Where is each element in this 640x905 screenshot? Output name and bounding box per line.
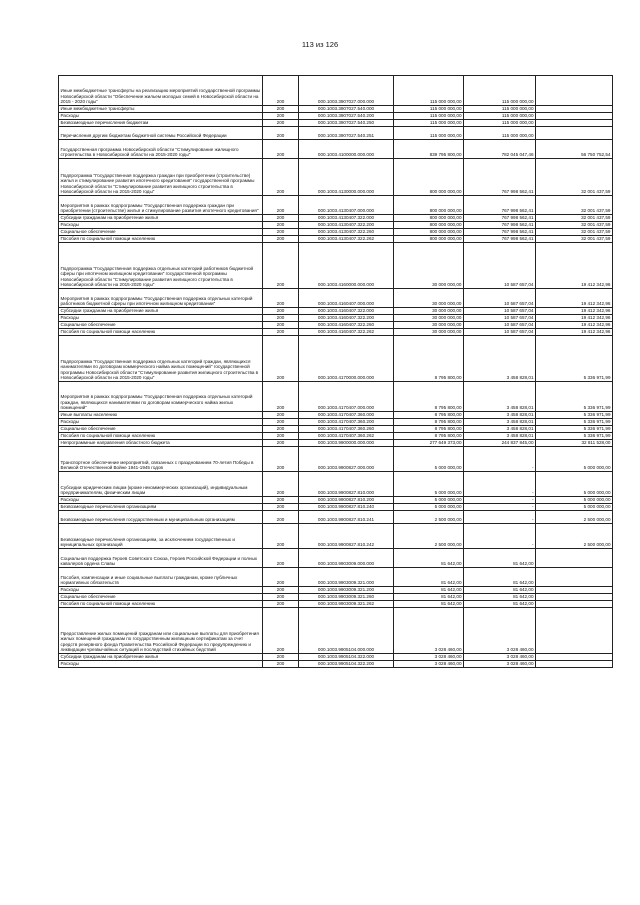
executed-amount: 3 028 460,00 (464, 661, 536, 668)
unexecuted-amount (536, 106, 613, 113)
admin-code: 200 (263, 497, 299, 504)
admin-code: 200 (263, 76, 299, 106)
line-item-name: Субсидии гражданам на приобретение жилья (59, 654, 263, 661)
executed-amount: 81 642,00 (464, 549, 536, 568)
classification-code: 000.1003.4130407.322.200 (299, 222, 394, 229)
admin-code: 200 (263, 568, 299, 587)
classification-code: 000.1003.4170000.000.000 (299, 336, 394, 382)
approved-amount: 3 028 460,00 (394, 654, 464, 661)
table-row (59, 329, 613, 336)
approved-amount: 2 500 000,00 (394, 511, 464, 524)
unexecuted-amount: 2 500 000,00 (536, 511, 613, 524)
line-item-name: Социальное обеспечение (59, 229, 263, 236)
line-item-name: Расходы (59, 661, 263, 668)
line-item-name: Подпрограмма "Государственная поддержка граждан при приобретении (строительстве) жилья и стимулирование развития ипотечного кредитования" государственной программы Новосибирской области "Стимулирование развития жилищного строительства в Новосибирской области на 2015-2020 годы" (59, 159, 263, 196)
executed-amount: 767 998 562,41 (464, 159, 536, 196)
approved-amount: 8 795 800,00 (394, 419, 464, 426)
executed-amount: 115 000 000,00 (464, 76, 536, 106)
table-row (59, 594, 613, 601)
classification-code: 000.1003.9905104.000.000 (299, 608, 394, 654)
unexecuted-amount: 5 000 000,00 (536, 504, 613, 511)
classification-code: 000.1003.9903009.321.200 (299, 587, 394, 594)
classification-code: 000.1003.4170407.360.200 (299, 419, 394, 426)
unexecuted-amount: 56 750 752,54 (536, 140, 613, 159)
table-row (59, 447, 613, 472)
line-item-name: Подпрограмма "Государственная поддержка отдельных категорий работников бюджетной сферы при ипотечном жилищном кредитовании" государственной программы Новосибирской области "Стимулирование развития жилищного строительства в Новосибирской области на 2015-2020 годы" (59, 243, 263, 289)
classification-code: 000.1003.4160407.322.262 (299, 329, 394, 336)
table-row (59, 236, 613, 243)
line-item-name: Безвозмездные перечисления государственным и муниципальным организациям (59, 511, 263, 524)
table-row (59, 76, 613, 106)
table-row (59, 159, 613, 196)
classification-code: 000.1003.3907027.000.000 (299, 76, 394, 106)
executed-amount: 115 000 000,00 (464, 127, 536, 140)
admin-code: 200 (263, 159, 299, 196)
admin-code: 200 (263, 127, 299, 140)
table-row (59, 440, 613, 447)
executed-amount: - (464, 447, 536, 472)
table-row (59, 433, 613, 440)
approved-amount: 81 642,00 (394, 587, 464, 594)
admin-code: 200 (263, 140, 299, 159)
classification-code: 000.1003.4170407.000.000 (299, 382, 394, 412)
executed-amount: 767 998 562,41 (464, 229, 536, 236)
admin-code: 200 (263, 196, 299, 215)
classification-code: 000.1003.9903009.321.260 (299, 594, 394, 601)
unexecuted-amount: 19 412 342,96 (536, 289, 613, 308)
unexecuted-amount (536, 113, 613, 120)
executed-amount: 3 458 828,01 (464, 336, 536, 382)
line-item-name: Мероприятия в рамках подпрограммы "Государственная поддержка отдельных категорий граждан, являющихся нанимателями по договорам коммерческого найма жилых помещений" (59, 382, 263, 412)
admin-code: 200 (263, 120, 299, 127)
classification-code: 000.1003.4160000.000.000 (299, 243, 394, 289)
line-item-name: Пособия по социальной помощи населению (59, 236, 263, 243)
approved-amount: 800 000 000,00 (394, 236, 464, 243)
admin-code: 200 (263, 236, 299, 243)
approved-amount: 30 000 000,00 (394, 308, 464, 315)
unexecuted-amount: 19 412 342,96 (536, 315, 613, 322)
executed-amount: 10 587 657,04 (464, 289, 536, 308)
unexecuted-amount (536, 601, 613, 608)
table-row (59, 382, 613, 412)
executed-amount: 10 587 657,04 (464, 315, 536, 322)
line-item-name: Государственная программа Новосибирской области "Стимулирование жилищного строительства в Новосибирской области на 2015-2020 годы" (59, 140, 263, 159)
executed-amount: 10 587 657,04 (464, 243, 536, 289)
approved-amount: 800 000 000,00 (394, 229, 464, 236)
classification-code: 000.1003.9905104.322.200 (299, 661, 394, 668)
admin-code: 200 (263, 654, 299, 661)
line-item-name: Подпрограмма "Государственная поддержка отдельных категорий граждан, являющихся нанимателями по договорам коммерческого найма жилых помещений" государственной программы Новосибирской области "Стимулирование развития жилищного строительства в Новосибирской области на 2015-2020 годы" (59, 336, 263, 382)
classification-code: 000.1003.3907027.540.200 (299, 113, 394, 120)
table-row (59, 315, 613, 322)
table-row (59, 243, 613, 289)
executed-amount: - (464, 524, 536, 549)
unexecuted-amount: 32 001 437,59 (536, 215, 613, 222)
line-item-name: Мероприятия в рамках подпрограммы "Государственная поддержка граждан при приобретении (строительстве) жилья и стимулирование развития ипотечного кредитования" (59, 196, 263, 215)
unexecuted-amount (536, 549, 613, 568)
line-item-name: Расходы (59, 315, 263, 322)
admin-code: 200 (263, 447, 299, 472)
line-item-name: Безвозмездные перечисления организациям (59, 504, 263, 511)
approved-amount: 30 000 000,00 (394, 322, 464, 329)
classification-code: 000.1003.9900827.810.200 (299, 497, 394, 504)
line-item-name: Предоставление жилых помещений гражданам или социальные выплаты для приобретения жилых помещений гражданам по государственным жилищным сертификатам за счет средств резервного фонда Правительства Российской Федерации по предупреждению и ликвидации чрезвычайных ситуаций и последствий стихийных бедствий (59, 608, 263, 654)
line-item-name: Расходы (59, 222, 263, 229)
table-row (59, 568, 613, 587)
admin-code: 200 (263, 549, 299, 568)
table-row (59, 472, 613, 497)
executed-amount: 3 458 828,01 (464, 382, 536, 412)
line-item-name: Пособия, компенсации и иные социальные выплаты гражданам, кроме публичных нормативных обязательств (59, 568, 263, 587)
unexecuted-amount (536, 587, 613, 594)
table-row (59, 229, 613, 236)
approved-amount: 115 000 000,00 (394, 76, 464, 106)
classification-code: 000.1003.9900827.810.241 (299, 511, 394, 524)
line-item-name: Расходы (59, 587, 263, 594)
classification-code: 000.1003.4130000.000.000 (299, 159, 394, 196)
classification-code: 000.1003.9900000.000.000 (299, 440, 394, 447)
line-item-name: Иные межбюджетные трансферты на реализацию мероприятий государственной программы Новосибирской области "Обеспечение жильем молодых семей в Новосибирской области на 2015 - 2020 годы" (59, 76, 263, 106)
approved-amount: 81 642,00 (394, 594, 464, 601)
table-row (59, 661, 613, 668)
line-item-name: Перечисления другим бюджетам бюджетной системы Российской Федерации (59, 127, 263, 140)
approved-amount: 3 028 460,00 (394, 608, 464, 654)
classification-code: 000.1003.9900827.810.000 (299, 472, 394, 497)
executed-amount: - (464, 472, 536, 497)
admin-code: 200 (263, 440, 299, 447)
classification-code: 000.1003.9903009.321.000 (299, 568, 394, 587)
unexecuted-amount: 5 336 971,99 (536, 336, 613, 382)
admin-code: 200 (263, 511, 299, 524)
executed-amount: 3 458 828,01 (464, 419, 536, 426)
unexecuted-amount: 19 412 342,96 (536, 308, 613, 315)
executed-amount: - (464, 497, 536, 504)
unexecuted-amount: 32 001 437,59 (536, 159, 613, 196)
unexecuted-amount: 32 001 437,59 (536, 229, 613, 236)
approved-amount: 8 795 800,00 (394, 433, 464, 440)
table-row (59, 113, 613, 120)
unexecuted-amount (536, 120, 613, 127)
approved-amount: 8 795 800,00 (394, 336, 464, 382)
approved-amount: 800 000 000,00 (394, 196, 464, 215)
executed-amount: 81 642,00 (464, 601, 536, 608)
classification-code: 000.1003.4100000.000.000 (299, 140, 394, 159)
approved-amount: 277 649 373,00 (394, 440, 464, 447)
table-row (59, 106, 613, 113)
admin-code: 200 (263, 113, 299, 120)
classification-code: 000.1003.4160407.322.260 (299, 322, 394, 329)
line-item-name: Мероприятия в рамках подпрограммы "Государственная поддержка отдельных категорий работников бюджетной сферы при ипотечном жилищном кредитовании" (59, 289, 263, 308)
admin-code: 200 (263, 426, 299, 433)
classification-code: 000.1003.9900827.000.000 (299, 447, 394, 472)
classification-code: 000.1003.9903009.000.000 (299, 549, 394, 568)
approved-amount: 115 000 000,00 (394, 120, 464, 127)
line-item-name: Расходы (59, 419, 263, 426)
table-row (59, 587, 613, 594)
table-row (59, 215, 613, 222)
admin-code: 200 (263, 504, 299, 511)
approved-amount: 5 000 000,00 (394, 447, 464, 472)
line-item-name: Социальное обеспечение (59, 426, 263, 433)
executed-amount: 3 458 828,01 (464, 433, 536, 440)
classification-code: 000.1003.4130407.000.000 (299, 196, 394, 215)
approved-amount: 8 795 800,00 (394, 412, 464, 419)
approved-amount: 3 028 460,00 (394, 661, 464, 668)
approved-amount: 8 795 800,00 (394, 382, 464, 412)
admin-code: 200 (263, 315, 299, 322)
table-row (59, 127, 613, 140)
classification-code: 000.1003.4160407.322.200 (299, 315, 394, 322)
approved-amount: 5 000 000,00 (394, 497, 464, 504)
executed-amount: 81 642,00 (464, 594, 536, 601)
admin-code: 200 (263, 472, 299, 497)
executed-amount: 3 028 460,00 (464, 654, 536, 661)
unexecuted-amount: 5 336 971,99 (536, 433, 613, 440)
approved-amount: 115 000 000,00 (394, 106, 464, 113)
unexecuted-amount (536, 76, 613, 106)
approved-amount: 30 000 000,00 (394, 329, 464, 336)
classification-code: 000.1003.4130407.322.260 (299, 229, 394, 236)
executed-amount: - (464, 504, 536, 511)
line-item-name: Социальная поддержка Героев Советского Союза, Героев Российской Федерации и полных кавалеров ордена Славы (59, 549, 263, 568)
unexecuted-amount: 5 000 000,00 (536, 447, 613, 472)
unexecuted-amount: 19 412 342,96 (536, 322, 613, 329)
executed-amount: 767 998 562,41 (464, 236, 536, 243)
table-row (59, 426, 613, 433)
line-item-name: Социальное обеспечение (59, 322, 263, 329)
approved-amount: 800 000 000,00 (394, 215, 464, 222)
admin-code: 200 (263, 322, 299, 329)
executed-amount: 115 000 000,00 (464, 120, 536, 127)
executed-amount: 767 998 562,41 (464, 215, 536, 222)
classification-code: 000.1003.4160407.322.000 (299, 308, 394, 315)
approved-amount: 800 000 000,00 (394, 222, 464, 229)
executed-amount: 115 000 000,00 (464, 113, 536, 120)
classification-code: 000.1003.9905104.322.000 (299, 654, 394, 661)
line-item-name: Транспортное обеспечение мероприятий, связанных с празднованием 70-летия Победы в Великой Отечественной Войне 1941-1945 годов (59, 447, 263, 472)
admin-code: 200 (263, 215, 299, 222)
admin-code: 200 (263, 594, 299, 601)
admin-code: 200 (263, 106, 299, 113)
approved-amount: 30 000 000,00 (394, 315, 464, 322)
admin-code: 200 (263, 608, 299, 654)
classification-code: 000.1003.4160407.000.000 (299, 289, 394, 308)
admin-code: 200 (263, 661, 299, 668)
line-item-name: Расходы (59, 497, 263, 504)
admin-code: 200 (263, 243, 299, 289)
classification-code: 000.1003.4130407.322.000 (299, 215, 394, 222)
admin-code: 200 (263, 587, 299, 594)
approved-amount: 2 500 000,00 (394, 524, 464, 549)
unexecuted-amount: 32 001 437,59 (536, 196, 613, 215)
executed-amount: 782 045 047,46 (464, 140, 536, 159)
line-item-name: Иные выплаты населению (59, 412, 263, 419)
page-number-header: 113 из 126 (301, 40, 339, 49)
table-row (59, 601, 613, 608)
unexecuted-amount: 32 001 437,59 (536, 236, 613, 243)
executed-amount: 767 998 562,41 (464, 196, 536, 215)
approved-amount: 81 642,00 (394, 601, 464, 608)
table-row (59, 511, 613, 524)
admin-code: 200 (263, 382, 299, 412)
line-item-name: Иные межбюджетные трансферты (59, 106, 263, 113)
unexecuted-amount: 19 412 342,96 (536, 329, 613, 336)
admin-code: 200 (263, 412, 299, 419)
approved-amount: 8 795 800,00 (394, 426, 464, 433)
unexecuted-amount (536, 654, 613, 661)
executed-amount: 3 458 828,01 (464, 426, 536, 433)
table-row (59, 289, 613, 308)
approved-amount: 839 795 800,00 (394, 140, 464, 159)
approved-amount: 81 642,00 (394, 549, 464, 568)
executed-amount: 3 458 828,01 (464, 412, 536, 419)
table-row (59, 654, 613, 661)
line-item-name: Субсидии юридическим лицам (кроме некоммерческих организаций), индивидуальным предпринимателям, физическим лицам (59, 472, 263, 497)
line-item-name: Безвозмездные перечисления бюджетам (59, 120, 263, 127)
approved-amount: 81 642,00 (394, 568, 464, 587)
line-item-name: Безвозмездные перечисления организациям, за исключением государственных и муниципальных организаций (59, 524, 263, 549)
classification-code: 000.1003.3907027.540.000 (299, 106, 394, 113)
approved-amount: 5 000 000,00 (394, 472, 464, 497)
line-item-name: Расходы (59, 113, 263, 120)
classification-code: 000.1003.9900827.810.240 (299, 504, 394, 511)
table-row (59, 222, 613, 229)
unexecuted-amount: 5 336 971,99 (536, 419, 613, 426)
line-item-name: Субсидии гражданам на приобретение жилья (59, 215, 263, 222)
table-row (59, 549, 613, 568)
table-row (59, 504, 613, 511)
table-row (59, 608, 613, 654)
unexecuted-amount (536, 127, 613, 140)
admin-code: 200 (263, 229, 299, 236)
unexecuted-amount: 32 001 437,59 (536, 222, 613, 229)
admin-code: 200 (263, 336, 299, 382)
line-item-name: Социальное обеспечение (59, 594, 263, 601)
classification-code: 000.1003.4170407.360.262 (299, 433, 394, 440)
approved-amount: 30 000 000,00 (394, 289, 464, 308)
approved-amount: 30 000 000,00 (394, 243, 464, 289)
budget-execution-table (58, 75, 613, 668)
line-item-name: Пособия по социальной помощи населению (59, 329, 263, 336)
classification-code: 000.1003.4130407.322.262 (299, 236, 394, 243)
line-item-name: Пособия по социальной помощи населению (59, 433, 263, 440)
unexecuted-amount: 5 336 971,99 (536, 412, 613, 419)
unexecuted-amount: 5 000 000,00 (536, 497, 613, 504)
approved-amount: 800 000 000,00 (394, 159, 464, 196)
table-row (59, 419, 613, 426)
unexecuted-amount: 5 336 971,99 (536, 382, 613, 412)
table-body (59, 76, 613, 668)
line-item-name: Пособия по социальной помощи населению (59, 601, 263, 608)
classification-code: 000.1003.4170407.360.000 (299, 412, 394, 419)
executed-amount: 3 028 460,00 (464, 608, 536, 654)
classification-code: 000.1003.3907027.540.251 (299, 127, 394, 140)
unexecuted-amount: 5 336 971,99 (536, 426, 613, 433)
table-row (59, 308, 613, 315)
classification-code: 000.1003.9903009.321.262 (299, 601, 394, 608)
admin-code: 200 (263, 419, 299, 426)
classification-code: 000.1003.9900827.810.242 (299, 524, 394, 549)
table-row (59, 497, 613, 504)
admin-code: 200 (263, 222, 299, 229)
executed-amount: 767 998 562,41 (464, 222, 536, 229)
classification-code: 000.1003.4170407.360.260 (299, 426, 394, 433)
table-row (59, 322, 613, 329)
executed-amount: 81 642,00 (464, 568, 536, 587)
table-row (59, 412, 613, 419)
executed-amount: 10 587 657,04 (464, 329, 536, 336)
approved-amount: 115 000 000,00 (394, 113, 464, 120)
table-row (59, 140, 613, 159)
unexecuted-amount (536, 594, 613, 601)
executed-amount: 10 587 657,04 (464, 308, 536, 315)
admin-code: 200 (263, 329, 299, 336)
approved-amount: 5 000 000,00 (394, 504, 464, 511)
unexecuted-amount: 5 000 000,00 (536, 472, 613, 497)
executed-amount: 81 642,00 (464, 587, 536, 594)
executed-amount: 10 587 657,04 (464, 322, 536, 329)
admin-code: 200 (263, 289, 299, 308)
unexecuted-amount: 32 811 528,00 (536, 440, 613, 447)
classification-code: 000.1003.3907027.540.250 (299, 120, 394, 127)
unexecuted-amount (536, 661, 613, 668)
admin-code: 200 (263, 524, 299, 549)
unexecuted-amount (536, 608, 613, 654)
table-row (59, 196, 613, 215)
admin-code: 200 (263, 601, 299, 608)
executed-amount: - (464, 511, 536, 524)
approved-amount: 115 000 000,00 (394, 127, 464, 140)
table-row (59, 336, 613, 382)
table-row (59, 524, 613, 549)
admin-code: 200 (263, 433, 299, 440)
line-item-name: Непрограммные направления областного бюджета (59, 440, 263, 447)
unexecuted-amount (536, 568, 613, 587)
executed-amount: 244 837 845,00 (464, 440, 536, 447)
unexecuted-amount: 2 500 000,00 (536, 524, 613, 549)
executed-amount: 115 000 000,00 (464, 106, 536, 113)
table-row (59, 120, 613, 127)
line-item-name: Субсидии гражданам на приобретение жилья (59, 308, 263, 315)
unexecuted-amount: 19 412 342,96 (536, 243, 613, 289)
admin-code: 200 (263, 308, 299, 315)
